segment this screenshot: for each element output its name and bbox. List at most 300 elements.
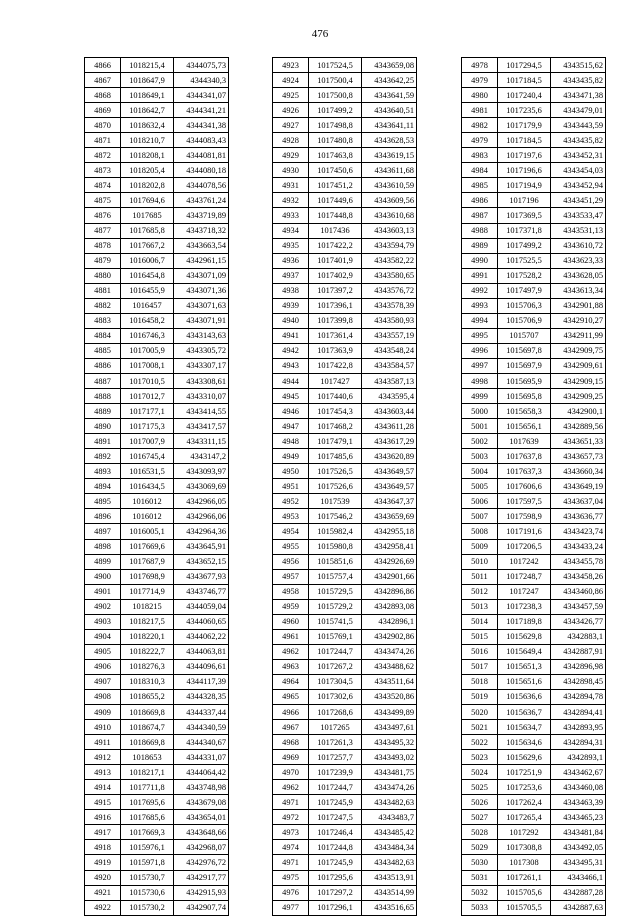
y-coordinate-cell: 4343460,86: [551, 584, 606, 599]
table-row: [462, 103, 606, 118]
table-row: [273, 870, 417, 885]
y-coordinate-cell: 4342896,86: [362, 584, 417, 599]
x-coordinate-cell: 1015729,5: [309, 584, 362, 599]
y-coordinate-cell: 4342910,27: [551, 313, 606, 328]
x-coordinate-cell: 1017694,6: [121, 193, 174, 208]
x-coordinate-cell: 1017369,5: [498, 208, 551, 223]
y-coordinate-cell: 4343515,62: [551, 58, 606, 73]
point-number-cell: 5019: [462, 689, 498, 704]
x-coordinate-cell: 1017294,5: [498, 58, 551, 73]
x-coordinate-cell: 1015976,1: [121, 840, 174, 855]
table-row: [273, 494, 417, 509]
table-row: [273, 900, 417, 915]
y-coordinate-cell: 4344331,07: [174, 750, 229, 765]
point-number-cell: 4973: [273, 825, 309, 840]
x-coordinate-cell: 1017261,3: [309, 735, 362, 750]
x-coordinate-cell: 1017436: [309, 223, 362, 238]
x-coordinate-cell: 1015705,5: [498, 900, 551, 915]
point-number-cell: 4972: [273, 810, 309, 825]
table-row: [85, 569, 229, 584]
x-coordinate-cell: 1016434,5: [121, 479, 174, 494]
x-coordinate-cell: 1017685,6: [121, 810, 174, 825]
table-row: [85, 870, 229, 885]
y-coordinate-cell: 4343305,72: [174, 343, 229, 358]
table-row: [273, 629, 417, 644]
y-coordinate-cell: 4343623,33: [551, 253, 606, 268]
table-row: [462, 539, 606, 554]
table-row: [85, 58, 229, 73]
point-number-cell: 4909: [85, 705, 121, 720]
x-coordinate-cell: 1015636,6: [498, 689, 551, 704]
x-coordinate-cell: 1017292: [498, 825, 551, 840]
table-row: [273, 509, 417, 524]
y-coordinate-cell: 4343465,23: [551, 810, 606, 825]
x-coordinate-cell: 1018669,8: [121, 735, 174, 750]
x-coordinate-cell: 1017499,2: [309, 103, 362, 118]
x-coordinate-cell: 1017191,6: [498, 524, 551, 539]
table-row: [273, 283, 417, 298]
y-coordinate-cell: 4343531,13: [551, 223, 606, 238]
point-number-cell: 5033: [462, 900, 498, 915]
y-coordinate-cell: 4343493,02: [362, 750, 417, 765]
table-row: [85, 539, 229, 554]
x-coordinate-cell: 1017422,8: [309, 358, 362, 373]
y-coordinate-cell: 4342976,72: [174, 855, 229, 870]
table-row: [273, 810, 417, 825]
y-coordinate-cell: 4343648,66: [174, 825, 229, 840]
y-coordinate-cell: 4343603,13: [362, 223, 417, 238]
x-coordinate-cell: 1017497,9: [498, 283, 551, 298]
point-number-cell: 4913: [85, 765, 121, 780]
table-row: [462, 88, 606, 103]
table-row: [462, 464, 606, 479]
point-number-cell: 4906: [85, 659, 121, 674]
point-number-cell: 5008: [462, 524, 498, 539]
y-coordinate-cell: 4343663,54: [174, 238, 229, 253]
y-coordinate-cell: 4343611,68: [362, 163, 417, 178]
point-number-cell: 5007: [462, 509, 498, 524]
table-row: [273, 328, 417, 343]
y-coordinate-cell: 4343578,39: [362, 298, 417, 313]
point-number-cell: 5028: [462, 825, 498, 840]
x-coordinate-cell: 1018220,1: [121, 629, 174, 644]
table-row: [462, 118, 606, 133]
table-row: [462, 524, 606, 539]
y-coordinate-cell: 4343311,15: [174, 434, 229, 449]
point-number-cell: 4866: [85, 58, 121, 73]
y-coordinate-cell: 4343492,05: [551, 840, 606, 855]
x-coordinate-cell: 1017669,3: [121, 825, 174, 840]
y-coordinate-cell: 4343460,08: [551, 780, 606, 795]
table-row: [85, 343, 229, 358]
point-number-cell: 4878: [85, 238, 121, 253]
x-coordinate-cell: 1017238,3: [498, 599, 551, 614]
point-number-cell: 5020: [462, 705, 498, 720]
point-number-cell: 4955: [273, 539, 309, 554]
y-coordinate-cell: 4342894,78: [551, 689, 606, 704]
point-number-cell: 5018: [462, 674, 498, 689]
point-number-cell: 4888: [85, 389, 121, 404]
y-coordinate-cell: 4343481,75: [362, 765, 417, 780]
x-coordinate-cell: 1017525,5: [498, 253, 551, 268]
point-number-cell: 4952: [273, 494, 309, 509]
table-row: [273, 268, 417, 283]
y-coordinate-cell: 4342909,75: [551, 343, 606, 358]
point-number-cell: 4928: [273, 133, 309, 148]
point-number-cell: 4970: [273, 765, 309, 780]
table-row: [85, 148, 229, 163]
table-row: [462, 208, 606, 223]
table-row: [462, 885, 606, 900]
x-coordinate-cell: 1017244,7: [309, 780, 362, 795]
point-number-cell: 4900: [85, 569, 121, 584]
x-coordinate-cell: 1017184,5: [498, 133, 551, 148]
table-row: [462, 313, 606, 328]
y-coordinate-cell: 4343484,34: [362, 840, 417, 855]
point-number-cell: 4915: [85, 795, 121, 810]
point-number-cell: 5016: [462, 644, 498, 659]
point-number-cell: 4967: [273, 720, 309, 735]
table-row: [462, 584, 606, 599]
y-coordinate-cell: 4342893,95: [551, 720, 606, 735]
table-row: [273, 674, 417, 689]
x-coordinate-cell: 1015980,8: [309, 539, 362, 554]
point-number-cell: 4884: [85, 328, 121, 343]
point-number-cell: 4895: [85, 494, 121, 509]
point-number-cell: 4914: [85, 780, 121, 795]
table-row: [273, 118, 417, 133]
point-number-cell: 5000: [462, 404, 498, 419]
point-number-cell: 4883: [85, 313, 121, 328]
point-number-cell: 4907: [85, 674, 121, 689]
x-coordinate-cell: 1016746,3: [121, 328, 174, 343]
table-row: [273, 855, 417, 870]
x-coordinate-cell: 1015651,3: [498, 659, 551, 674]
point-number-cell: 4897: [85, 524, 121, 539]
x-coordinate-cell: 1017667,2: [121, 238, 174, 253]
y-coordinate-cell: 4343619,15: [362, 148, 417, 163]
y-coordinate-cell: 4344062,22: [174, 629, 229, 644]
y-coordinate-cell: 4343651,33: [551, 434, 606, 449]
y-coordinate-cell: 4343617,29: [362, 434, 417, 449]
point-number-cell: 4944: [273, 373, 309, 388]
point-number-cell: 4875: [85, 193, 121, 208]
point-number-cell: 4912: [85, 750, 121, 765]
y-coordinate-cell: 4343641,11: [362, 118, 417, 133]
y-coordinate-cell: 4344341,38: [174, 118, 229, 133]
table-row: [85, 554, 229, 569]
x-coordinate-cell: 1017308: [498, 855, 551, 870]
table-row: [462, 238, 606, 253]
y-coordinate-cell: 4343718,32: [174, 223, 229, 238]
x-coordinate-cell: 1017698,9: [121, 569, 174, 584]
x-coordinate-cell: 1016745,4: [121, 449, 174, 464]
x-coordinate-cell: 1017251,9: [498, 765, 551, 780]
x-coordinate-cell: 1017524,5: [309, 58, 362, 73]
x-coordinate-cell: 1015971,8: [121, 855, 174, 870]
point-number-cell: 4889: [85, 404, 121, 419]
point-number-cell: 4887: [85, 373, 121, 388]
point-number-cell: 4870: [85, 118, 121, 133]
table-row: [273, 223, 417, 238]
table-row: [85, 73, 229, 88]
x-coordinate-cell: 1017194,9: [498, 178, 551, 193]
point-number-cell: 4984: [462, 163, 498, 178]
table-row: [273, 689, 417, 704]
x-coordinate-cell: 1017397,2: [309, 283, 362, 298]
point-number-cell: 4995: [462, 328, 498, 343]
point-number-cell: 4916: [85, 810, 121, 825]
table-row: [462, 73, 606, 88]
y-coordinate-cell: 4343451,29: [551, 193, 606, 208]
table-row: [273, 795, 417, 810]
point-number-cell: 4901: [85, 584, 121, 599]
table-row: [85, 449, 229, 464]
table-row: [85, 750, 229, 765]
y-coordinate-cell: 4343748,98: [174, 780, 229, 795]
point-number-cell: 4890: [85, 419, 121, 434]
x-coordinate-cell: 1017175,3: [121, 419, 174, 434]
point-number-cell: 4950: [273, 464, 309, 479]
table-row: [85, 810, 229, 825]
x-coordinate-cell: 1017244,7: [309, 644, 362, 659]
point-number-cell: 4977: [273, 900, 309, 915]
y-coordinate-cell: 4343071,36: [174, 283, 229, 298]
y-coordinate-cell: 4343071,91: [174, 313, 229, 328]
point-number-cell: 4960: [273, 614, 309, 629]
y-coordinate-cell: 4342909,15: [551, 373, 606, 388]
table-row: [273, 313, 417, 328]
y-coordinate-cell: 4343482,63: [362, 855, 417, 870]
y-coordinate-cell: 4343414,55: [174, 404, 229, 419]
x-coordinate-cell: 1016457: [121, 298, 174, 313]
x-coordinate-cell: 1016454,8: [121, 268, 174, 283]
y-coordinate-cell: 4344059,04: [174, 599, 229, 614]
x-coordinate-cell: 1015757,4: [309, 569, 362, 584]
table-row: [273, 298, 417, 313]
point-number-cell: 4927: [273, 118, 309, 133]
x-coordinate-cell: 1017500,8: [309, 88, 362, 103]
y-coordinate-cell: 4343495,31: [551, 855, 606, 870]
point-number-cell: 4941: [273, 328, 309, 343]
x-coordinate-cell: 1018222,7: [121, 644, 174, 659]
table-row: [462, 644, 606, 659]
point-number-cell: 4891: [85, 434, 121, 449]
y-coordinate-cell: 4343514,99: [362, 885, 417, 900]
x-coordinate-cell: 1017479,1: [309, 434, 362, 449]
table-row: [85, 629, 229, 644]
point-number-cell: 5025: [462, 780, 498, 795]
table-row: [273, 148, 417, 163]
point-number-cell: 4966: [273, 705, 309, 720]
x-coordinate-cell: 1017239,9: [309, 765, 362, 780]
y-coordinate-cell: 4343610,59: [362, 178, 417, 193]
x-coordinate-cell: 1017295,6: [309, 870, 362, 885]
point-number-cell: 5029: [462, 840, 498, 855]
x-coordinate-cell: 1015695,8: [498, 389, 551, 404]
y-coordinate-cell: 4344060,65: [174, 614, 229, 629]
table-row: [85, 479, 229, 494]
x-coordinate-cell: 1017669,6: [121, 539, 174, 554]
point-number-cell: 4997: [462, 358, 498, 373]
table-row: [273, 479, 417, 494]
y-coordinate-cell: 4342911,99: [551, 328, 606, 343]
y-coordinate-cell: 4344064,42: [174, 765, 229, 780]
table-row: [85, 268, 229, 283]
y-coordinate-cell: 4343308,61: [174, 373, 229, 388]
x-coordinate-cell: 1017526,5: [309, 464, 362, 479]
table-row: [273, 765, 417, 780]
point-number-cell: 5001: [462, 419, 498, 434]
x-coordinate-cell: 1017480,8: [309, 133, 362, 148]
table-row: [85, 373, 229, 388]
x-coordinate-cell: 1015634,6: [498, 735, 551, 750]
x-coordinate-cell: 1017196,6: [498, 163, 551, 178]
point-number-cell: 4908: [85, 689, 121, 704]
y-coordinate-cell: 4342889,56: [551, 419, 606, 434]
point-number-cell: 4903: [85, 614, 121, 629]
point-number-cell: 5031: [462, 870, 498, 885]
table-row: [273, 358, 417, 373]
y-coordinate-cell: 4343659,08: [362, 58, 417, 73]
y-coordinate-cell: 4344080,18: [174, 163, 229, 178]
x-coordinate-cell: 1017468,2: [309, 419, 362, 434]
x-coordinate-cell: 1017539: [309, 494, 362, 509]
x-coordinate-cell: 1017196: [498, 193, 551, 208]
x-coordinate-cell: 1017268,6: [309, 705, 362, 720]
point-number-cell: 4980: [462, 88, 498, 103]
y-coordinate-cell: 4343466,1: [551, 870, 606, 885]
x-coordinate-cell: 1017262,4: [498, 795, 551, 810]
y-coordinate-cell: 4342955,18: [362, 524, 417, 539]
x-coordinate-cell: 1018642,7: [121, 103, 174, 118]
table-row: [85, 133, 229, 148]
point-number-cell: 4877: [85, 223, 121, 238]
table-row: [273, 419, 417, 434]
x-coordinate-cell: 1017005,9: [121, 343, 174, 358]
table-row: [273, 238, 417, 253]
point-number-cell: 4910: [85, 720, 121, 735]
y-coordinate-cell: 4343071,09: [174, 268, 229, 283]
table-row: [85, 720, 229, 735]
table-row: [273, 720, 417, 735]
table-row: [462, 358, 606, 373]
table-row: [273, 343, 417, 358]
x-coordinate-cell: 1018653: [121, 750, 174, 765]
x-coordinate-cell: 1017711,8: [121, 780, 174, 795]
y-coordinate-cell: 4343610,72: [551, 238, 606, 253]
y-coordinate-cell: 4342966,06: [174, 509, 229, 524]
table-row: [462, 223, 606, 238]
point-number-cell: 5004: [462, 464, 498, 479]
x-coordinate-cell: 1018208,1: [121, 148, 174, 163]
table-row: [85, 464, 229, 479]
point-number-cell: 4938: [273, 283, 309, 298]
table-row: [85, 358, 229, 373]
x-coordinate-cell: 1016012: [121, 494, 174, 509]
table-row: [462, 298, 606, 313]
point-number-cell: 4963: [273, 659, 309, 674]
x-coordinate-cell: 1017396,1: [309, 298, 362, 313]
point-number-cell: 5002: [462, 434, 498, 449]
table-row: [462, 750, 606, 765]
x-coordinate-cell: 1017267,2: [309, 659, 362, 674]
x-coordinate-cell: 1017427: [309, 373, 362, 388]
table-row: [462, 434, 606, 449]
x-coordinate-cell: 1017714,9: [121, 584, 174, 599]
x-coordinate-cell: 1016455,9: [121, 283, 174, 298]
x-coordinate-cell: 1017261,1: [498, 870, 551, 885]
x-coordinate-cell: 1017177,1: [121, 404, 174, 419]
x-coordinate-cell: 1018674,7: [121, 720, 174, 735]
point-number-cell: 4869: [85, 103, 121, 118]
table-row: [85, 524, 229, 539]
page-number: 476: [311, 28, 329, 40]
point-number-cell: 4978: [462, 58, 498, 73]
table-row: [462, 268, 606, 283]
y-coordinate-cell: 4343458,26: [551, 569, 606, 584]
y-coordinate-cell: 4343533,47: [551, 208, 606, 223]
x-coordinate-cell: 1017422,2: [309, 238, 362, 253]
point-number-cell: 4965: [273, 689, 309, 704]
table-row: [462, 900, 606, 915]
point-number-cell: 5014: [462, 614, 498, 629]
point-number-cell: 4911: [85, 735, 121, 750]
y-coordinate-cell: 4342893,1: [551, 750, 606, 765]
y-coordinate-cell: 4343582,22: [362, 253, 417, 268]
x-coordinate-cell: 1017451,2: [309, 178, 362, 193]
table-row: [462, 659, 606, 674]
table-row: [273, 464, 417, 479]
table-row: [462, 163, 606, 178]
table-row: [462, 343, 606, 358]
table-row: [462, 855, 606, 870]
table-row: [273, 659, 417, 674]
x-coordinate-cell: 1015636,7: [498, 705, 551, 720]
point-number-cell: 5006: [462, 494, 498, 509]
point-number-cell: 4880: [85, 268, 121, 283]
point-number-cell: 4981: [462, 103, 498, 118]
table-row: [462, 494, 606, 509]
point-number-cell: 4993: [462, 298, 498, 313]
x-coordinate-cell: 1018669,8: [121, 705, 174, 720]
x-coordinate-cell: 1016006,7: [121, 253, 174, 268]
x-coordinate-cell: 1017463,8: [309, 148, 362, 163]
table-row: [85, 795, 229, 810]
point-number-cell: 4893: [85, 464, 121, 479]
point-number-cell: 4929: [273, 148, 309, 163]
y-coordinate-cell: 4343147,2: [174, 449, 229, 464]
table-row: [273, 58, 417, 73]
x-coordinate-cell: 1015769,1: [309, 629, 362, 644]
x-coordinate-cell: 1015851,6: [309, 554, 362, 569]
point-number-cell: 4946: [273, 404, 309, 419]
x-coordinate-cell: 1017448,8: [309, 208, 362, 223]
x-coordinate-cell: 1018276,3: [121, 659, 174, 674]
y-coordinate-cell: 4344341,21: [174, 103, 229, 118]
point-number-cell: 4934: [273, 223, 309, 238]
y-coordinate-cell: 4343435,82: [551, 73, 606, 88]
x-coordinate-cell: 1015656,1: [498, 419, 551, 434]
table-row: [85, 855, 229, 870]
x-coordinate-cell: 1015695,9: [498, 373, 551, 388]
x-coordinate-cell: 1017528,2: [498, 268, 551, 283]
table-row: [273, 449, 417, 464]
y-coordinate-cell: 4343677,93: [174, 569, 229, 584]
y-coordinate-cell: 4343659,69: [362, 509, 417, 524]
x-coordinate-cell: 1015730,6: [121, 885, 174, 900]
x-coordinate-cell: 1017012,7: [121, 389, 174, 404]
